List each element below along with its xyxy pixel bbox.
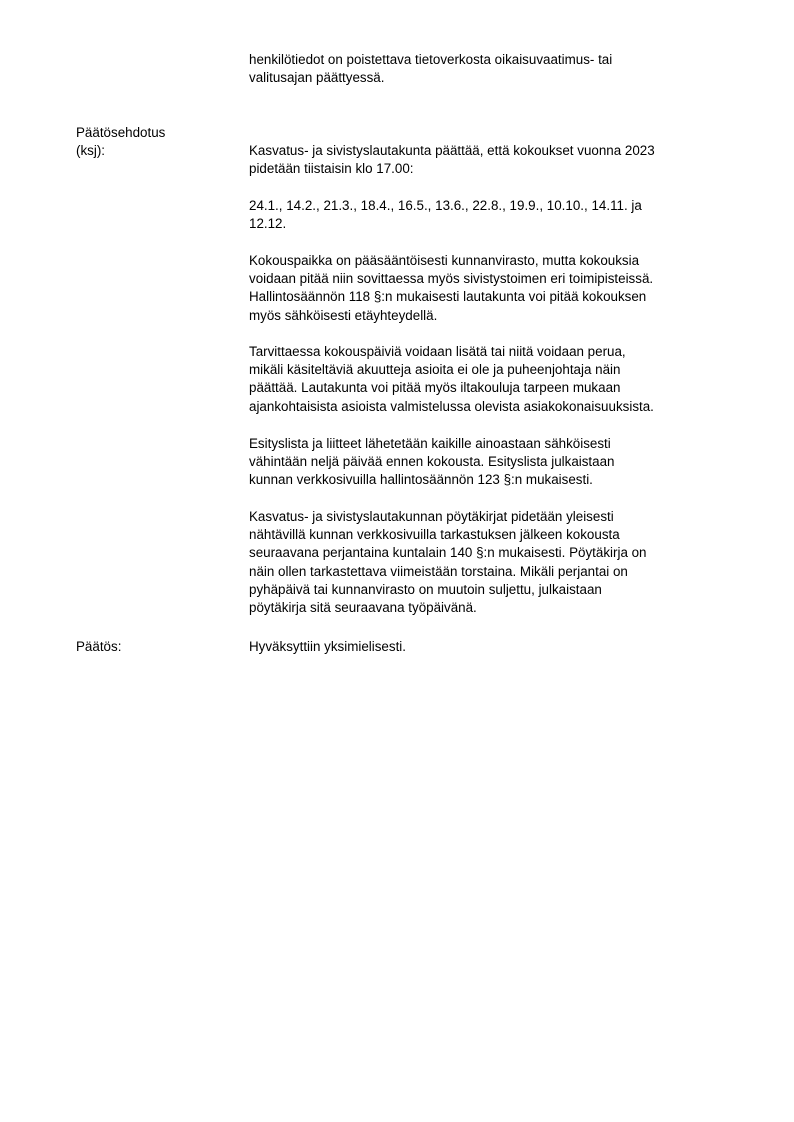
proposal-paragraph-meeting-place: Kokouspaikka on pääsääntöisesti kunnanvirasto, mutta kokouksia voidaan pitää niin sovittaessa myös sivistystoimen eri toimipisteissä. Hallintosäännön 118 §:n mukaisesti lautakunta voi pitää kokouksen myös sähköisesti etäyhteydellä. [249, 253, 654, 323]
proposal-paragraph-agenda: Esityslista ja liitteet lähetetään kaikille ainoastaan sähköisesti vähintään neljä päivää ennen kokousta. Esityslista julkaistaan kunnan verkkosivuilla hallintosäännön 123 §:n mukaisesti. [249, 436, 615, 488]
proposal-label [76, 124, 236, 160]
proposal-paragraph-additional-meetings: Tarvittaessa kokouspäiviä voidaan lisätä tai niitä voidaan perua, mikäli käsiteltäviä akuutteja asioita ei ole ja puheenjohtaja näin päättää. Lautakunta voi pitää myös iltakouluja tarpeen mukaan ajankohtaisista asioista valmistelussa olevista asiakokonaisuuksista. [249, 344, 654, 414]
decision-text: Hyväksyttiin yksimielisesti. [249, 639, 406, 654]
proposal-label-line1: Päätösehdotus [76, 125, 166, 140]
continuation-text: henkilötiedot on poistettava tietoverkosta oikaisuvaatimus- tai valitusajan päättyessä. [249, 52, 613, 86]
proposal-label-line2: (ksj): [76, 143, 106, 159]
proposal-paragraph-minutes: Kasvatus- ja sivistyslautakunnan pöytäkirjat pidetään yleisesti nähtävillä kunnan verkkosivuilla tarkastuksen jälkeen kokousta seuraavana perjantaina kuntalain 140 §:n mukaisesti. Pöytäkirja on näin ollen tarkastettava viimeistään torstaina. Mikäli perjantai on pyhäpäivä tai kunnanvirasto on muutoin suljettu, julkaistaan pöytäkirja sitä seuraavana työpäivänä. [249, 509, 647, 616]
proposal-paragraph-meeting-dates: 24.1., 14.2., 21.3., 18.4., 16.5., 13.6., 22.8., 19.9., 10.10., 14.11. ja 12.12. [249, 198, 642, 232]
proposal-paragraph-meeting-time: Kasvatus- ja sivistyslautakunta päättää, että kokoukset vuonna 2023 pidetään tiistaisin klo 17.00: [249, 143, 655, 177]
decision-label: Päätös: [76, 639, 122, 654]
